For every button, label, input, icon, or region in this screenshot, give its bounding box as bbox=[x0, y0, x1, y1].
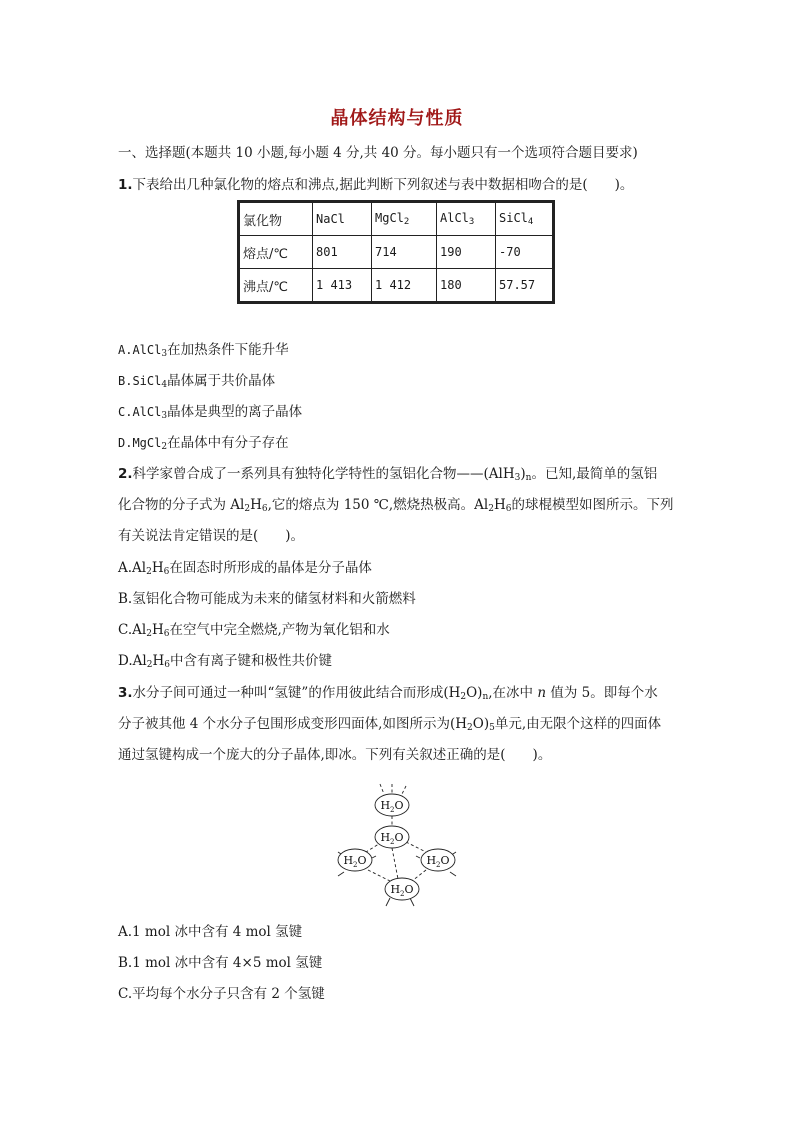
table-row-label: 沸点/℃ bbox=[239, 269, 313, 303]
table-cell: -70 bbox=[496, 236, 554, 269]
table-cell: 57.57 bbox=[496, 269, 554, 303]
question-2-line-2: 化合物的分子式为 $Al_2H_6$,它的熔点为 150 ℃,燃烧热极高。$Al_2H_6$的球棍模型如图所示。下列 bbox=[118, 497, 674, 514]
table-header-cell: 氯化物 bbox=[239, 202, 313, 236]
question-2-line-1: 2.科学家曾合成了一系列具有独特化学特性的氢铝化合物$——(AlH_3)_n$。已知,最简单的氢铝 bbox=[118, 466, 658, 483]
table-header-cell: AlCl$_3$ bbox=[437, 202, 496, 236]
q2-option-b: B.氢铝化合物可能成为未来的储氢材料和火箭燃料 bbox=[118, 591, 416, 607]
question-number: 2. bbox=[118, 466, 133, 482]
table-header-cell: MgCl$_2$ bbox=[372, 202, 437, 236]
molecule-label: $H_2O$ bbox=[390, 883, 414, 898]
q3-option-a: A.1 mol 冰中含有 4 mol 氢键 bbox=[118, 924, 303, 940]
question-3-line-2: 分子被其他 4 个水分子包围形成变形四面体,如图所示为$(H_2O)_5$单元,由无限个这样的四面体 bbox=[118, 716, 662, 733]
q1-option-d: D.MgCl$_2$在晶体中有分子存在 bbox=[118, 435, 289, 452]
molecule-label: $H_2O$ bbox=[426, 854, 450, 869]
chloride-table bbox=[237, 200, 555, 304]
page-title: 晶体结构与性质 bbox=[330, 108, 464, 129]
table-cell: 801 bbox=[313, 236, 372, 269]
question-3-line-1: 3.水分子间可通过一种叫“氢键”的作用彼此结合而形成$(H_2O)_n$,在冰中 n 值为 5。即每个水 bbox=[118, 685, 658, 702]
q3-option-b: B.1 mol 冰中含有 4×5 mol 氢键 bbox=[118, 955, 323, 971]
question-2-line-3: 有关说法肯定错误的是( )。 bbox=[118, 528, 305, 544]
table-row bbox=[239, 236, 554, 269]
question-number: 1. bbox=[118, 177, 133, 193]
molecule-label: $H_2O$ bbox=[380, 799, 404, 814]
question-text: 下表给出几种氯化物的熔点和沸点,据此判断下列叙述与表中数据相吻合的是( )。 bbox=[132, 177, 634, 193]
water-tetrahedron-diagram bbox=[330, 776, 470, 912]
molecule-label: $H_2O$ bbox=[380, 831, 404, 846]
question-3-line-3: 通过氢键构成一个庞大的分子晶体,即冰。下列有关叙述正确的是( )。 bbox=[118, 747, 552, 763]
q2-option-c: $C.Al_2H_6$在空气中完全燃烧,产物为氧化铝和水 bbox=[118, 622, 390, 639]
q3-option-c: C.平均每个水分子只含有 2 个氢键 bbox=[118, 986, 325, 1002]
q2-option-a: $A.Al_2H_6$在固态时所形成的晶体是分子晶体 bbox=[118, 560, 372, 577]
table-row bbox=[239, 269, 554, 303]
table-row-label: 熔点/℃ bbox=[239, 236, 313, 269]
table-header-row bbox=[239, 202, 554, 236]
table-cell: 1 412 bbox=[372, 269, 437, 303]
table-header-cell: SiCl$_4$ bbox=[496, 202, 554, 236]
question-1-stem bbox=[118, 175, 633, 195]
table-cell: 714 bbox=[372, 236, 437, 269]
section-heading: 一、选择题(本题共 10 小题,每小题 4 分,共 40 分。每小题只有一个选项符合题目要求) bbox=[118, 145, 638, 161]
table-header-cell: NaCl bbox=[313, 202, 372, 236]
q2-option-d: $D.Al_2H_6$中含有离子键和极性共价键 bbox=[118, 653, 332, 670]
table-cell: 180 bbox=[437, 269, 496, 303]
table-cell: 1 413 bbox=[313, 269, 372, 303]
table-cell: 190 bbox=[437, 236, 496, 269]
molecule-label: $H_2O$ bbox=[343, 854, 367, 869]
q1-option-b: B.SiCl$_4$晶体属于共价晶体 bbox=[118, 373, 276, 390]
question-number: 3. bbox=[118, 685, 133, 701]
q1-option-a: A.AlCl$_3$在加热条件下能升华 bbox=[118, 342, 289, 359]
q1-option-c: C.AlCl$_3$晶体是典型的离子晶体 bbox=[118, 404, 303, 421]
